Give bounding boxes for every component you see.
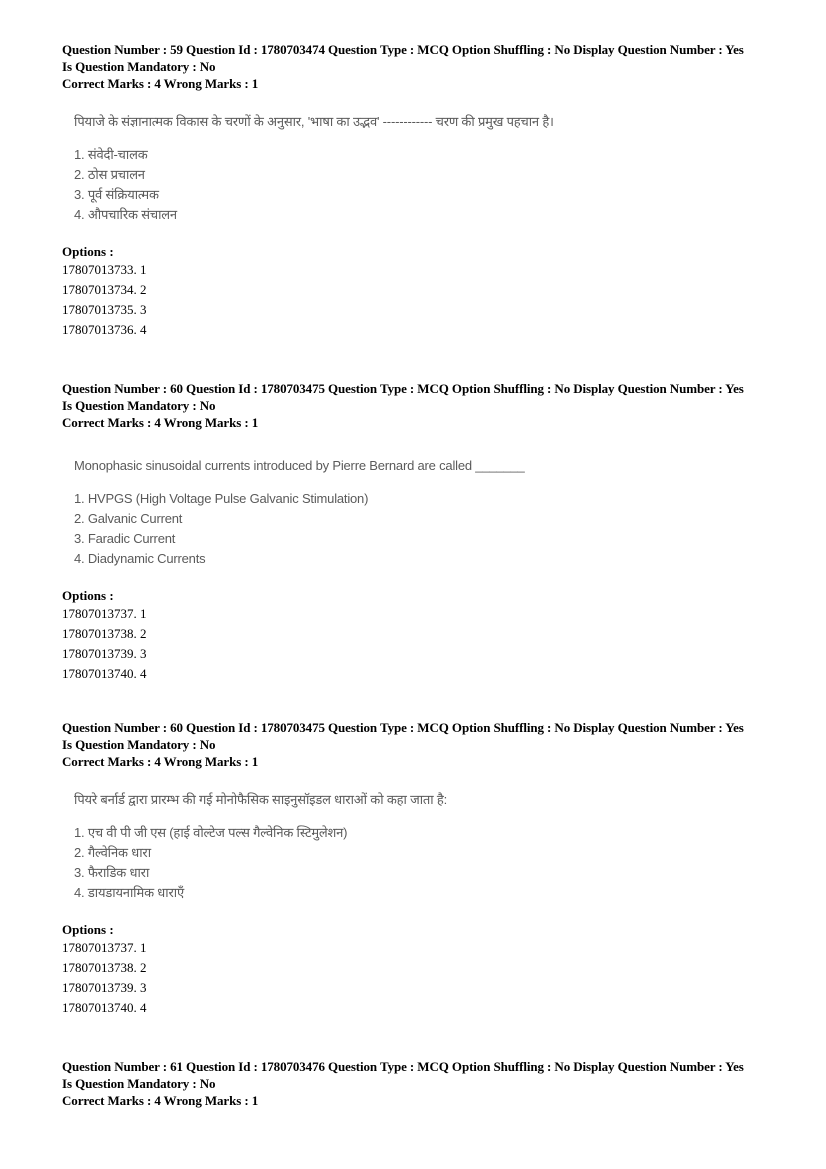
question-marks: Correct Marks : 4 Wrong Marks : 1 xyxy=(62,76,259,91)
question-header: Question Number : 60 Question Id : 1780703475 Question Type : MCQ Option Shuffling : No Display Question Number : Yes xyxy=(62,381,744,396)
question-header: Question Number : 61 Question Id : 1780703476 Question Type : MCQ Option Shuffling : No Display Question Number : Yes xyxy=(62,1059,744,1074)
question-header: Question Number : 59 Question Id : 1780703474 Question Type : MCQ Option Shuffling : No Display Question Number : Yes xyxy=(62,42,744,57)
question-header: Question Number : 60 Question Id : 1780703475 Question Type : MCQ Option Shuffling : No Display Question Number : Yes xyxy=(62,720,744,735)
option-row: 17807013736. 4 xyxy=(62,322,147,337)
question-mandatory: Is Question Mandatory : No xyxy=(62,737,216,752)
question-block xyxy=(62,719,792,1018)
choice-item: 1. HVPGS (High Voltage Pulse Galvanic Stimulation) xyxy=(74,491,369,506)
choice-item: 4. डायडायनामिक धाराएँ xyxy=(74,885,184,900)
options-label: Options : xyxy=(62,922,114,937)
option-row: 17807013737. 1 xyxy=(62,606,147,621)
options-label: Options : xyxy=(62,588,114,603)
question-marks: Correct Marks : 4 Wrong Marks : 1 xyxy=(62,1093,259,1108)
option-row: 17807013738. 2 xyxy=(62,626,147,641)
choice-item: 2. ठोस प्रचालन xyxy=(74,167,145,182)
choice-item: 1. संवेदी-चालक xyxy=(74,147,148,162)
question-choices xyxy=(74,489,792,569)
options-label: Options : xyxy=(62,244,114,259)
option-row: 17807013739. 3 xyxy=(62,646,147,661)
option-row: 17807013733. 1 xyxy=(62,262,147,277)
question-block xyxy=(62,41,792,340)
question-mandatory: Is Question Mandatory : No xyxy=(62,1076,216,1091)
option-row: 17807013735. 3 xyxy=(62,302,147,317)
question-image xyxy=(74,457,792,569)
question-image xyxy=(74,113,792,225)
choice-item: 2. Galvanic Current xyxy=(74,511,183,526)
option-row: 17807013740. 4 xyxy=(62,666,147,681)
choice-item: 3. पूर्व संक्रियात्मक xyxy=(74,187,159,202)
question-image xyxy=(74,791,792,903)
choice-item: 4. औपचारिक संचालन xyxy=(74,207,177,222)
question-marks: Correct Marks : 4 Wrong Marks : 1 xyxy=(62,415,259,430)
question-choices xyxy=(74,145,792,225)
question-choices xyxy=(74,823,792,903)
question-text: Monophasic sinusoidal currents introduced by Pierre Bernard are called _______ xyxy=(74,458,525,473)
option-row: 17807013737. 1 xyxy=(62,940,147,955)
question-mandatory: Is Question Mandatory : No xyxy=(62,398,216,413)
choice-item: 3. Faradic Current xyxy=(74,531,176,546)
option-row: 17807013734. 2 xyxy=(62,282,147,297)
option-row: 17807013740. 4 xyxy=(62,1000,147,1015)
choice-item: 3. फैराडिक धारा xyxy=(74,865,150,880)
question-marks: Correct Marks : 4 Wrong Marks : 1 xyxy=(62,754,259,769)
option-row: 17807013738. 2 xyxy=(62,960,147,975)
question-mandatory: Is Question Mandatory : No xyxy=(62,59,216,74)
question-text: पियाजे के संज्ञानात्मक विकास के चरणों के अनुसार, 'भाषा का उद्भव' ------------ चरण की प्रमुख पहचान है। xyxy=(74,114,554,129)
choice-item: 4. Diadynamic Currents xyxy=(74,551,206,566)
question-block xyxy=(62,380,792,684)
choice-item: 1. एच वी पी जी एस (हाई वोल्टेज पल्स गैल्वेनिक स्टिमुलेशन) xyxy=(74,825,348,840)
question-block xyxy=(62,1058,792,1109)
question-text: पियरे बर्नार्ड द्वारा प्रारम्भ की गई मोनोफैसिक साइनुसॉइडल धाराओं को कहा जाता है: xyxy=(74,792,447,807)
choice-item: 2. गैल्वेनिक धारा xyxy=(74,845,151,860)
option-row: 17807013739. 3 xyxy=(62,980,147,995)
